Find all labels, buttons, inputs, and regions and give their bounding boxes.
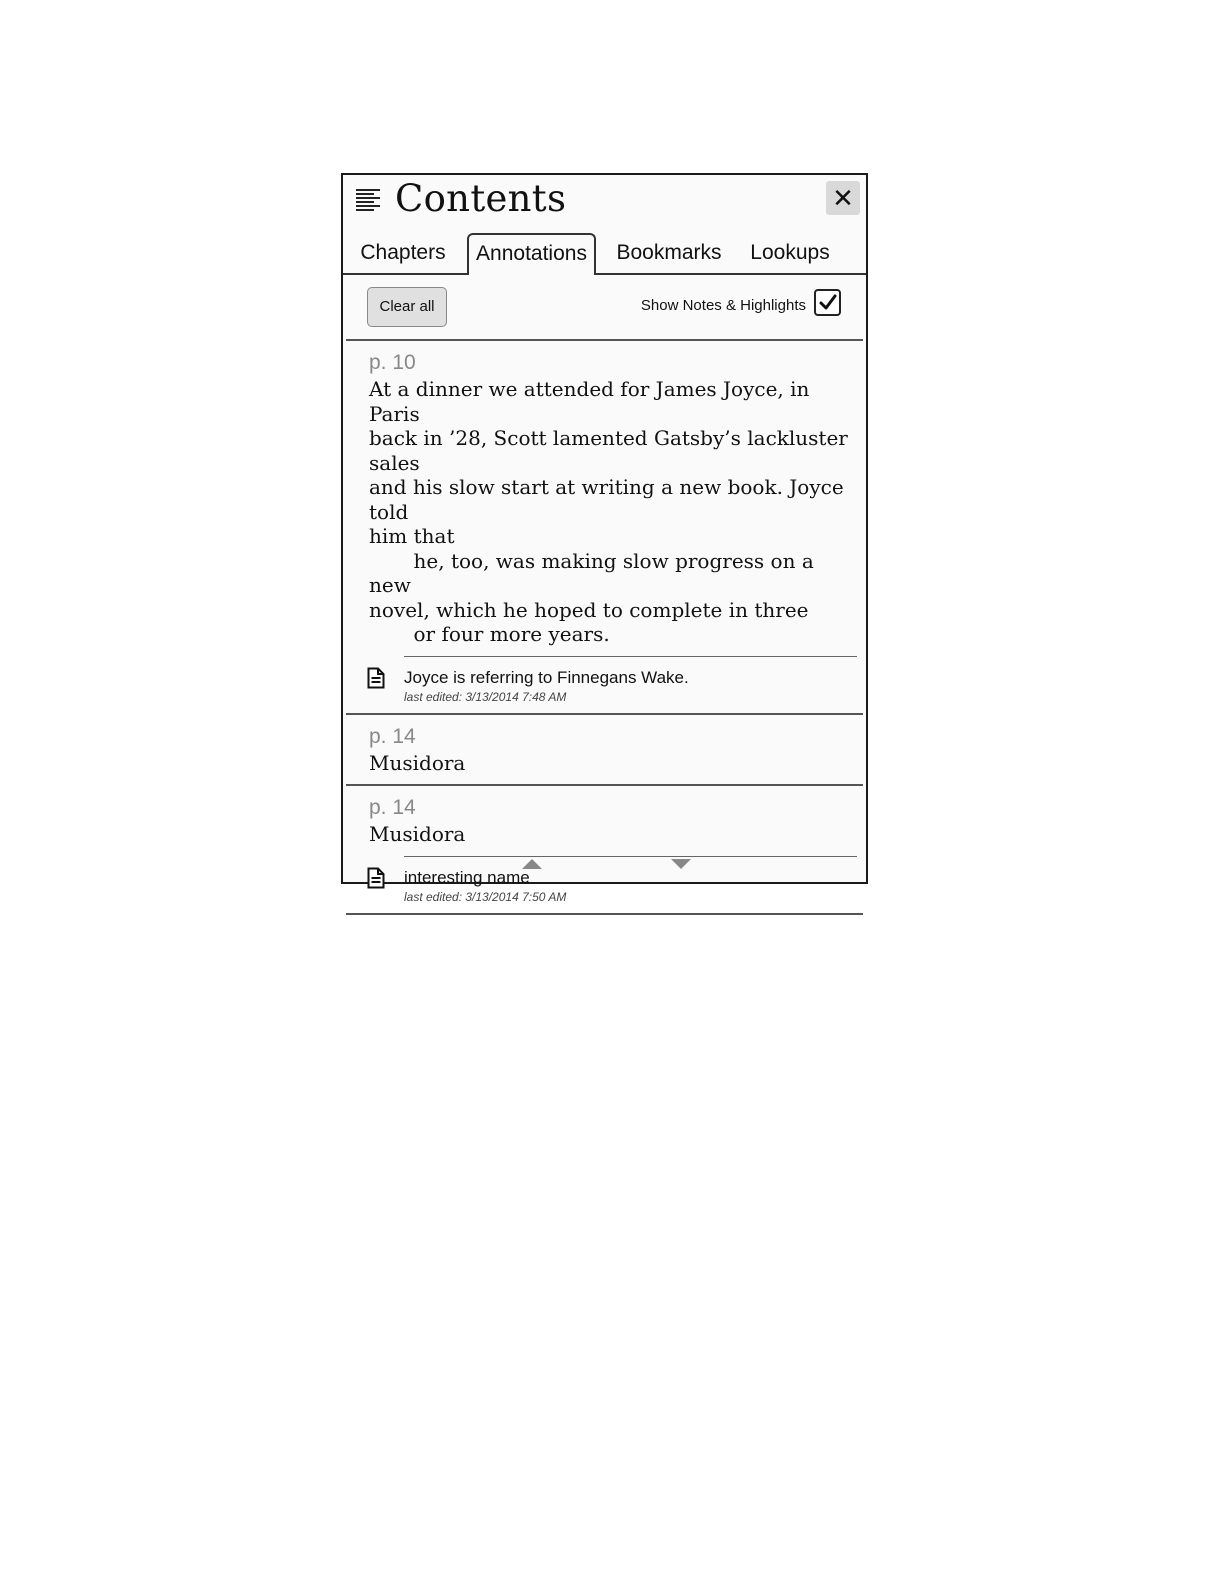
annotation-item[interactable] xyxy=(346,341,863,715)
annotations-toolbar xyxy=(346,275,863,341)
note-row[interactable] xyxy=(404,656,857,713)
clear-all-button[interactable]: Clear all xyxy=(367,287,447,327)
note-icon xyxy=(367,667,385,689)
annotation-item[interactable] xyxy=(346,715,863,787)
annotation-item[interactable] xyxy=(346,786,863,915)
close-icon: ✕ xyxy=(832,182,854,213)
dialog-title: Contents xyxy=(395,177,567,220)
list-icon xyxy=(356,189,380,211)
page-number: p. 14 xyxy=(369,724,416,748)
contents-dialog xyxy=(341,173,868,904)
note-text: interesting name xyxy=(404,867,530,887)
checkmark-icon xyxy=(818,293,838,313)
page-number: p. 14 xyxy=(369,796,416,819)
note-text: Joyce is referring to Finnegans Wake. xyxy=(404,667,689,687)
show-notes-checkbox[interactable] xyxy=(814,289,841,316)
tab-bar xyxy=(343,231,866,275)
highlight-excerpt: Musidora xyxy=(369,750,466,775)
tab-lookups[interactable]: Lookups xyxy=(750,241,830,264)
note-row[interactable] xyxy=(404,856,857,913)
annotations-list xyxy=(346,341,863,915)
title-bar xyxy=(343,175,866,231)
page-number: p. 10 xyxy=(369,351,416,374)
highlight-excerpt: Musidora xyxy=(369,822,466,846)
tab-chapters[interactable]: Chapters xyxy=(360,241,446,264)
tab-annotations[interactable]: Annotations xyxy=(467,233,596,275)
page-up-arrow-icon[interactable] xyxy=(522,859,542,869)
note-icon xyxy=(367,867,385,889)
close-button[interactable] xyxy=(826,181,860,215)
show-notes-label: Show Notes & Highlights xyxy=(640,297,806,314)
note-timestamp: last edited: 3/13/2014 7:50 AM xyxy=(404,889,567,904)
tab-bookmarks[interactable]: Bookmarks xyxy=(616,241,722,264)
page-down-arrow-icon[interactable] xyxy=(671,859,691,869)
note-timestamp: last edited: 3/13/2014 7:48 AM xyxy=(404,689,567,704)
highlight-excerpt: At a dinner we attended for James Joyce, in Paris back in ’28, Scott lamented Gatsby’s lackluster sales and his slow start at writing a new book. Joyce told him that he, too, was making slow progress on a new novel, which he hoped to complete in three or four more years. xyxy=(369,377,848,646)
